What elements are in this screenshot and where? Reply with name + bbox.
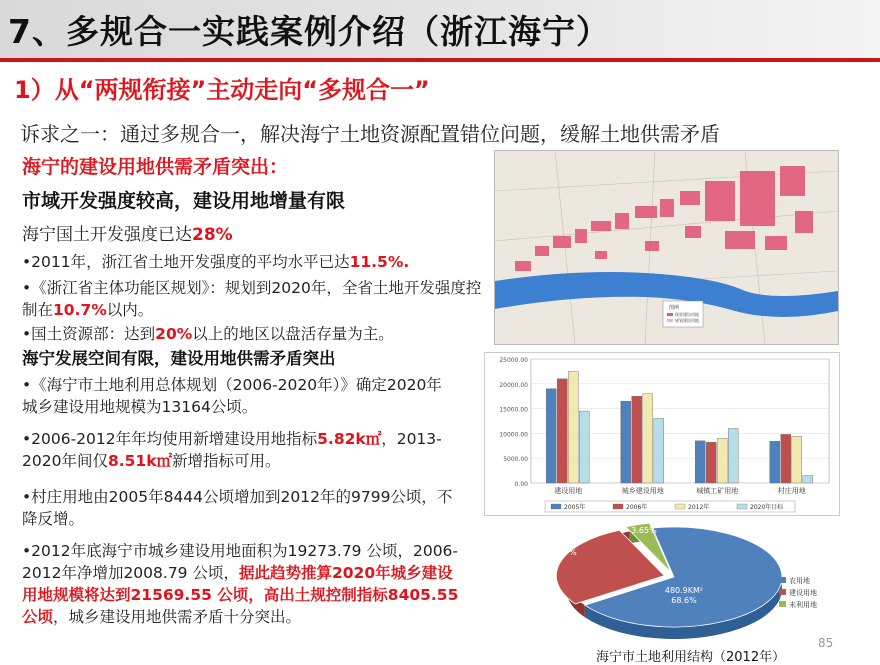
- dev-intensity-text: [22, 224, 482, 246]
- bar: [728, 428, 738, 483]
- pie-chart-svg: [524, 515, 834, 655]
- text-post: 以内。: [106, 301, 154, 319]
- trend-highlight: 据此趋势推算2020年城乡建设用地规模将达到21569.55 公顷，高出土规控制指标8405.55公顷: [22, 564, 459, 626]
- x-tick-label: 建设用地: [554, 487, 583, 495]
- bar: [643, 394, 653, 483]
- x-tick-label: 城镇工矿用地: [696, 487, 739, 495]
- legend-swatch: [613, 504, 623, 509]
- legend-label: 2020年目标: [750, 504, 784, 511]
- text-pre: 海宁国土开发强度已达: [22, 225, 192, 245]
- bar: [579, 411, 589, 483]
- x-tick-label: 城乡建设用地: [621, 487, 664, 495]
- bar-legend: [545, 501, 795, 512]
- page-title: 7、多规合一实践案例介绍（浙江海宁）: [8, 12, 610, 51]
- text-post: 新增指标可用。: [172, 452, 281, 470]
- legend-swatch: [779, 601, 786, 607]
- legend-label: 建设用地: [789, 589, 817, 597]
- legend-label: 2006年: [626, 504, 648, 511]
- bar-chart-svg: [485, 353, 839, 515]
- text-mid: ，2013-2020年间仅: [22, 430, 442, 470]
- text-pre: •2006-2012年年均使用新增建设用地指标: [22, 430, 318, 448]
- bullet-zhejiang-plan: [22, 277, 482, 321]
- pie-legend: [779, 576, 817, 609]
- legend-label: 2012年: [688, 504, 710, 511]
- pie-chart: [524, 515, 834, 655]
- y-tick-label: 20000.00: [499, 381, 528, 389]
- land-use-map: [494, 150, 839, 345]
- legend-label: 2005年: [564, 504, 586, 511]
- section1-heading-black: 市域开发强度较高，建设用地增量有限: [22, 190, 346, 212]
- bar: [717, 438, 727, 483]
- subtitle: 1）从“两规衔接”主动走向“多规合一”: [14, 76, 430, 104]
- value-20: 20%: [155, 325, 193, 343]
- bullet-2011: [22, 251, 482, 273]
- text-pre: •国土资源部：达到: [22, 325, 156, 343]
- text-post: 以上的地区以盘活存量为主。: [192, 325, 394, 343]
- bullet-ministry: [22, 323, 482, 345]
- map-svg: [495, 151, 838, 344]
- bar: [546, 389, 556, 483]
- intro-text: 诉求之一：通过多规合一，解决海宁土地资源配置错位问题，缓解土地供需矛盾: [20, 122, 720, 146]
- value-11-5: 11.5%.: [349, 253, 410, 271]
- text-pre: •2011年，浙江省土地开发强度的平均水平已达: [22, 253, 350, 271]
- bar: [781, 434, 791, 483]
- value-28: 28%: [192, 225, 233, 245]
- bar: [621, 401, 631, 483]
- legend-swatch: [737, 504, 747, 509]
- title-bar: [0, 0, 880, 62]
- page-number: 85: [818, 636, 834, 650]
- bullet-new-land: [22, 428, 462, 472]
- pie-label-value: 480.9KM²: [664, 586, 704, 595]
- value-5-82: 5.82k㎡: [317, 430, 382, 448]
- bar: [792, 436, 802, 483]
- legend-label: 未利用地: [789, 601, 817, 609]
- y-tick-label: 15000.00: [499, 406, 528, 414]
- text-pre: •2012年底海宁市城乡建设用地面积为19273.79 公顷，2006-2012年净增加2008.79 公顷，: [22, 542, 459, 582]
- bar: [706, 442, 716, 483]
- map-legend-title: 图例: [669, 305, 680, 311]
- legend-swatch: [675, 504, 685, 509]
- section1-heading-red: 海宁的建设用地供需矛盾突出：: [22, 156, 289, 178]
- bullet-village: •村庄用地由2005年8444公顷增加到2012年的9799公顷，不降反增。: [22, 488, 453, 528]
- pie-label-pct: 27.7%: [551, 548, 577, 557]
- x-tick-label: 村庄用地: [777, 487, 806, 495]
- bar: [770, 441, 780, 483]
- legend-swatch: [551, 504, 561, 509]
- bar: [632, 396, 642, 483]
- pie-label-pct: 68.6%: [671, 596, 697, 605]
- map-legend-item-2: 规划建设用地: [675, 318, 699, 323]
- section2-heading: 海宁发展空间有限，建设用地供需矛盾突出: [22, 349, 336, 368]
- bar: [557, 379, 567, 483]
- text-pre: •《浙江省主体功能区规划》：规划到2020年，全省土地开发强度控制在: [22, 279, 482, 319]
- bar: [695, 441, 705, 483]
- y-tick-label: 5000.00: [503, 456, 528, 464]
- pie-label-value: 194.1KM²: [544, 538, 584, 547]
- y-tick-label: 25000.00: [499, 357, 528, 364]
- map-legend-item-1: 现状建设用地: [675, 312, 699, 317]
- bullet-plan-2020: •《海宁市土地利用总体规划（2006-2020年）》确定2020年城乡建设用地规模为13164公顷。: [22, 376, 442, 416]
- bar: [803, 476, 813, 483]
- y-tick-label: 0.00: [514, 481, 528, 488]
- bar: [654, 419, 664, 483]
- pie-label-value: 25.6KM²: [627, 516, 661, 525]
- legend-label: 农用地: [789, 577, 810, 585]
- pie-caption: 海宁市土地利用结构（2012年）: [596, 650, 786, 665]
- legend-swatch: [779, 577, 786, 583]
- pie-label-pct: 3.65%: [631, 526, 657, 535]
- bar: [568, 371, 578, 483]
- value-10-7: 10.7%: [53, 301, 107, 319]
- text-post: ，城乡建设用地供需矛盾十分突出。: [53, 608, 302, 626]
- y-tick-label: 10000.00: [499, 431, 528, 439]
- value-8-51: 8.51k㎡: [107, 452, 173, 470]
- legend-swatch: [779, 589, 786, 595]
- bar-chart: [484, 352, 840, 516]
- bullet-2012-trend: [22, 540, 467, 628]
